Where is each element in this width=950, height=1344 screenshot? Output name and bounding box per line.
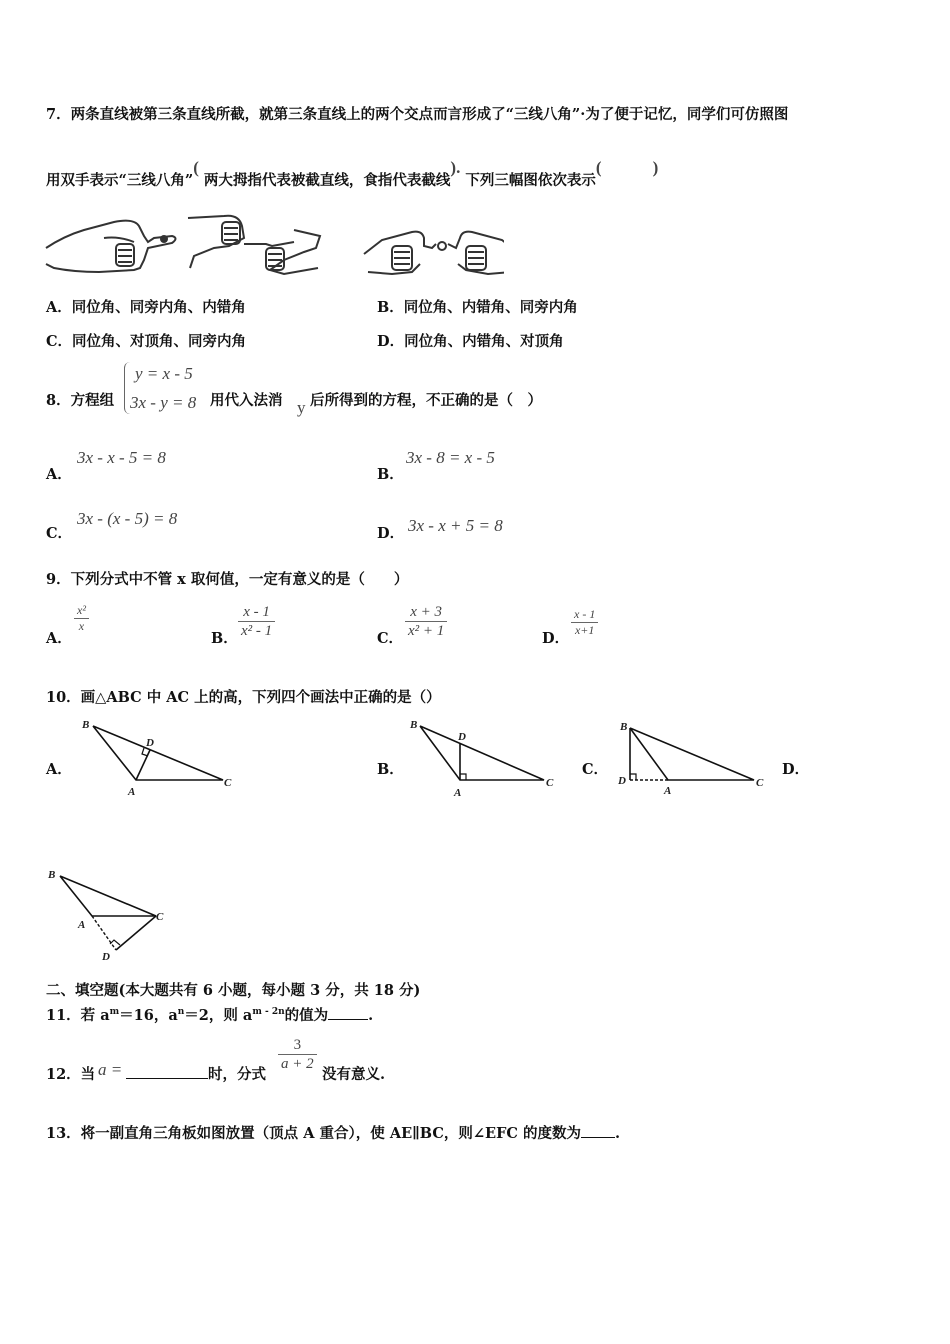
point-c: C: [224, 777, 232, 789]
point-d: D: [618, 775, 626, 787]
q10-option-d-label[interactable]: D．: [782, 761, 810, 778]
q10-figure-d: [44, 866, 184, 966]
q7-line1: 7．两条直线被第三条直线所截，就第三条直线上的两个交点而言形成了“三线八角”·为了便于记忆，同学们可仿照图: [46, 106, 789, 123]
q8-mid: 用代入法消: [210, 392, 283, 409]
point-a: A: [664, 785, 672, 797]
point-d: D: [102, 951, 110, 963]
q11-blank[interactable]: [328, 1019, 368, 1020]
point-d: D: [458, 731, 466, 743]
point-c: C: [546, 777, 554, 789]
q9-option-c-label[interactable]: C．: [377, 630, 404, 647]
q7-line2: [46, 158, 659, 190]
right-angle-mark: [110, 940, 120, 945]
q11: 11．若 $a^m=16$，$a^n=2$，则 $a^{m - 2n}$的值为 .: [46, 1007, 374, 1024]
hands-figure: [44, 208, 504, 280]
q12-suffix: 没有意义.: [322, 1066, 386, 1083]
q12-fraction: $\frac{3}{a + 2}$: [278, 1036, 317, 1073]
q7-option-c[interactable]: C．同位角、对顶角、同旁内角: [46, 333, 247, 350]
point-a: A: [78, 919, 86, 931]
q8-option-d-formula: 3x - x + 5 = 8: [408, 516, 503, 535]
q7-option-b[interactable]: B．同位角、内错角、同旁内角: [377, 299, 578, 316]
point-c: C: [756, 777, 764, 789]
q7-paren1: (: [193, 158, 199, 177]
point-b: B: [620, 721, 628, 733]
q10-stem: 10．画△ABC 中 AC 上的高，下列四个画法中正确的是（）: [46, 689, 441, 706]
q8-prefix: 8．方程组: [46, 392, 115, 409]
q7-option-d[interactable]: D．同位角、内错角、对顶角: [377, 333, 564, 350]
q10-figure-a: [78, 716, 238, 800]
q10-figure-c: [612, 716, 772, 800]
point-b: B: [48, 869, 56, 881]
point-d: D: [146, 737, 154, 749]
q10-option-a-label[interactable]: A．: [46, 761, 72, 778]
point-a: A: [128, 786, 136, 798]
point-a: A: [454, 787, 462, 799]
q13: 13．将一副直角三角板如图放置（顶点 A 重合），使 AE∥BC，则∠EFC 的度数为 .: [46, 1125, 621, 1142]
triangle-abc: [60, 876, 156, 916]
hands-figure-2: [188, 216, 320, 274]
q7-line2b: 两大拇指代表被截直线，食指代表截线: [203, 172, 451, 189]
q9-stem: 9．下列分式中不管 x 取何值，一定有意义的是（ ）: [46, 571, 409, 588]
point-c: C: [156, 911, 164, 923]
q8-option-c-label[interactable]: C．: [46, 525, 73, 542]
q7-option-a[interactable]: A．同位角、同旁内角、内错角: [46, 299, 246, 316]
q9-option-c-frac: $\frac{x + 3}{\text{x² + 1}}$: [405, 603, 447, 640]
q9-option-d-frac: $\frac{x - 1}{x+1}$: [571, 607, 598, 638]
q12-blank[interactable]: [126, 1078, 208, 1079]
q9-option-b-frac: $\frac{x - 1}{\text{x² - 1}}$: [238, 603, 275, 640]
triangle-abc: [420, 726, 544, 780]
q12-prefix: 12．当: [46, 1066, 96, 1083]
q9-option-b-label[interactable]: B．: [211, 630, 238, 647]
q7-line2c: 下列三幅图依次表示: [465, 172, 596, 189]
q10-figure-b: [406, 714, 566, 800]
q10-option-b-label[interactable]: B．: [377, 761, 404, 778]
q8-option-a-label[interactable]: A．: [46, 466, 72, 483]
section-2-heading: 二、填空题(本大题共有 6 小题，每小题 3 分，共 18 分): [46, 982, 421, 999]
q10-option-c-label[interactable]: C．: [582, 761, 609, 778]
triangle-abc: [93, 726, 223, 780]
q8-option-b-label[interactable]: B．: [377, 466, 404, 483]
q12-mid: 时，分式: [208, 1066, 266, 1083]
q8-var: y: [297, 398, 306, 417]
q9-option-a-frac: $\frac{\text{x²}}{x}$: [74, 603, 89, 634]
q13-blank[interactable]: [581, 1137, 615, 1138]
q8-option-a-formula: 3x - x - 5 = 8: [77, 448, 166, 467]
q8-option-c-formula: 3x - (x - 5) = 8: [77, 509, 178, 528]
right-angle-mark: [630, 774, 636, 780]
q8-eq1: y = x - 5: [135, 364, 193, 383]
right-angle-mark: [460, 774, 466, 780]
q12-var: a =: [98, 1060, 123, 1079]
q8-option-d-label[interactable]: D．: [377, 525, 405, 542]
q9-option-a-label[interactable]: A．: [46, 630, 72, 647]
q9-option-d-label[interactable]: D．: [542, 630, 570, 647]
q7-line2a: 用双手表示“三线八角”: [46, 172, 194, 189]
q8-suffix: 后所得到的方程，不正确的是（ ）: [310, 392, 542, 409]
height-line: [116, 916, 156, 950]
extension-line: [92, 916, 116, 950]
triangle-abc: [630, 728, 754, 780]
hands-figure-3: [364, 232, 504, 274]
q7-paren2: ).: [450, 158, 461, 177]
point-b: B: [410, 719, 418, 731]
q8-eq2: 3x - y = 8: [130, 393, 197, 412]
q7-answer-paren: ( ): [595, 158, 659, 177]
q8-option-b-formula: 3x - 8 = x - 5: [406, 448, 495, 467]
point-b: B: [82, 719, 90, 731]
hands-figure-1: [46, 221, 176, 272]
